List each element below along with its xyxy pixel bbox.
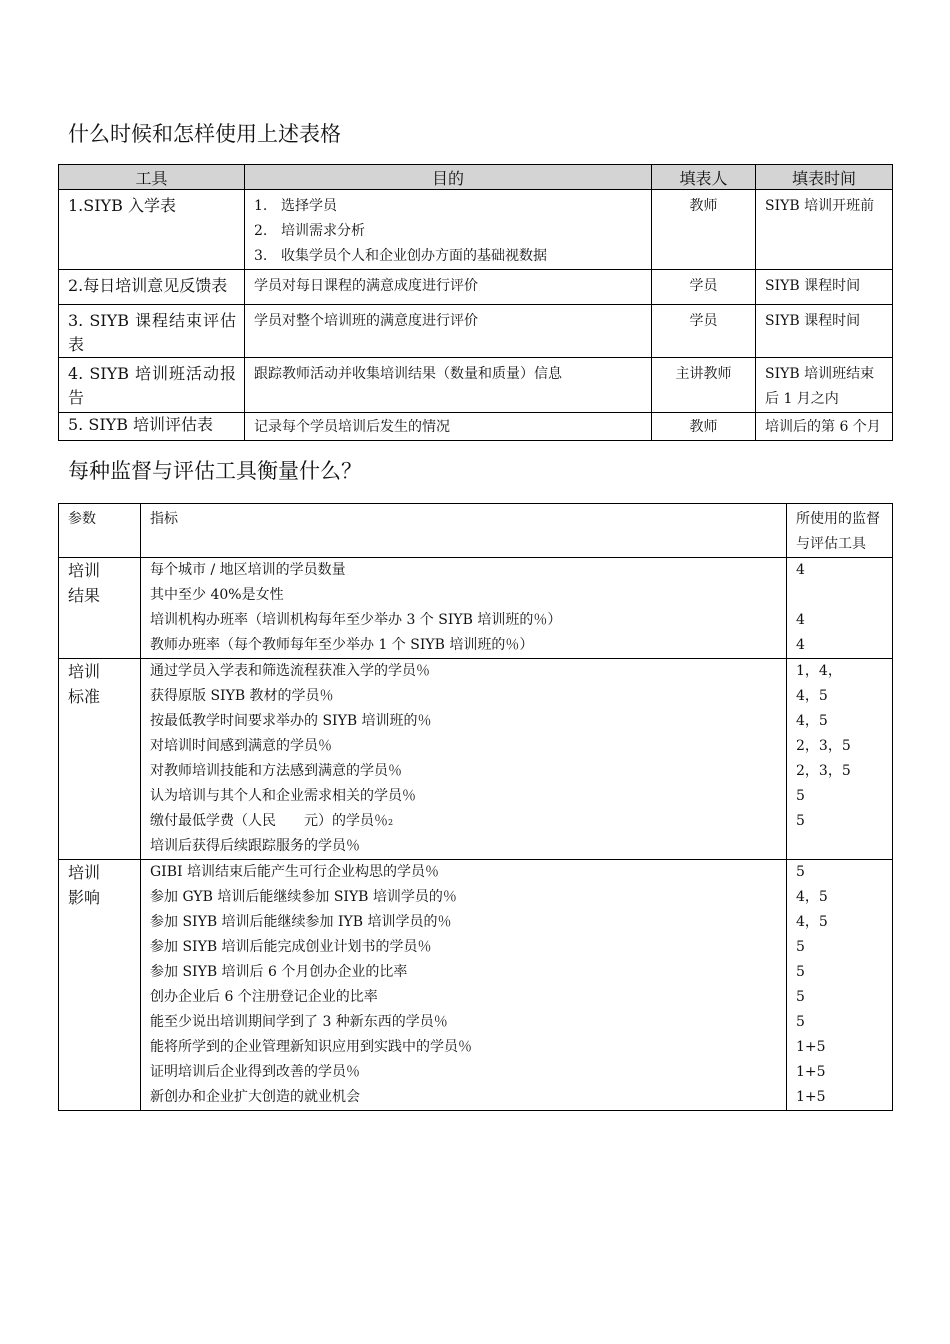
filler-cell: 主讲教师	[652, 358, 756, 413]
list-item: GIBI 培训结束后能产生可行企业构思的学员％	[150, 864, 439, 880]
purpose-list	[254, 194, 643, 269]
table-row	[59, 305, 893, 358]
table-row	[59, 558, 893, 659]
header-time: 填表时间	[756, 165, 893, 190]
section1-heading: 什么时候和怎样使用上述表格	[68, 122, 341, 146]
table-header-row	[59, 165, 893, 190]
tool-cell: 2.每日培训意见反馈表	[59, 270, 245, 305]
tool-cell: 4. SIYB 培训班活动报告	[59, 358, 245, 413]
tool-cell: 1.SIYB 入学表	[59, 190, 245, 270]
list-item: 参加 SIYB 培训后 6 个月创办企业的比率	[150, 964, 408, 980]
indicator-cell	[141, 558, 787, 659]
tools-cell: 5 4，5 4，5 5 5 5 5 1+5 1+5 1+5	[787, 860, 893, 1111]
table-row	[59, 413, 893, 441]
header-param: 参数	[59, 504, 141, 558]
time-cell: SIYB 培训班结束后 1 月之内	[756, 358, 893, 413]
forms-usage-table	[58, 164, 893, 441]
list-item: 通过学员入学表和筛选流程获准入学的学员％	[150, 663, 430, 679]
filler-cell: 学员	[652, 305, 756, 358]
list-item: 教师办班率（每个教师每年至少举办 1 个 SIYB 培训班的％）	[150, 637, 534, 653]
param-cell: 培训 结果	[59, 558, 141, 659]
table-row	[59, 659, 893, 860]
purpose-cell	[245, 190, 652, 270]
list-item: 每个城市 / 地区培训的学员数量	[150, 562, 346, 578]
list-item: 认为培训与其个人和企业需求相关的学员％	[150, 788, 416, 804]
indicator-cell	[141, 860, 787, 1111]
header-tool: 工具	[59, 165, 245, 190]
table-header-row	[59, 504, 893, 558]
param-cell: 培训 标准	[59, 659, 141, 860]
indicator-cell	[141, 659, 787, 860]
list-item: 1. 选择学员	[254, 198, 337, 214]
list-item: 培训机构办班率（培训机构每年至少举办 3 个 SIYB 培训班的％）	[150, 612, 562, 628]
list-item: 证明培训后企业得到改善的学员％	[150, 1064, 360, 1080]
filler-cell: 教师	[652, 413, 756, 441]
purpose-cell: 跟踪教师活动并收集培训结果（数量和质量）信息	[245, 358, 652, 413]
list-item: 其中至少 40%是女性	[150, 587, 284, 603]
list-item: 2. 培训需求分析	[254, 223, 365, 239]
filler-cell: 教师	[652, 190, 756, 270]
param-cell: 培训 影响	[59, 860, 141, 1111]
time-cell: SIYB 培训开班前	[756, 190, 893, 270]
list-item: 培训后获得后续跟踪服务的学员％	[150, 838, 360, 854]
list-item: 获得原版 SIYB 教材的学员％	[150, 688, 334, 704]
time-cell: SIYB 课程时间	[756, 305, 893, 358]
list-item: 参加 SIYB 培训后能完成创业计划书的学员％	[150, 939, 432, 955]
header-indicator: 指标	[141, 504, 787, 558]
list-item: 对培训时间感到满意的学员％	[150, 738, 332, 754]
table-row	[59, 358, 893, 413]
list-item: 能至少说出培训期间学到了 3 种新东西的学员％	[150, 1014, 448, 1030]
list-item: 新创办和企业扩大创造的就业机会	[150, 1089, 360, 1105]
tool-cell: 5. SIYB 培训评估表	[59, 413, 245, 441]
list-item: 对教师培训技能和方法感到满意的学员％	[150, 763, 402, 779]
purpose-cell: 学员对整个培训班的满意度进行评价	[245, 305, 652, 358]
purpose-cell: 记录每个学员培训后发生的情况	[245, 413, 652, 441]
tools-cell: 4 4 4	[787, 558, 893, 659]
header-filler: 填表人	[652, 165, 756, 190]
time-cell: 培训后的第 6 个月	[756, 413, 893, 441]
list-item: 参加 SIYB 培训后能继续参加 IYB 培训学员的％	[150, 914, 452, 930]
list-item: 缴付最低学费（人民 元）的学员％2	[150, 813, 394, 829]
indicator-table	[58, 503, 893, 1111]
time-cell: SIYB 课程时间	[756, 270, 893, 305]
list-item: 参加 GYB 培训后能继续参加 SIYB 培训学员的％	[150, 889, 457, 905]
list-item: 能将所学到的企业管理新知识应用到实践中的学员％	[150, 1039, 472, 1055]
tools-cell: 1，4， 4，5 4，5 2，3，5 2，3，5 5 5	[787, 659, 893, 860]
tool-cell: 3. SIYB 课程结束评估表	[59, 305, 245, 358]
list-item: 创办企业后 6 个注册登记企业的比率	[150, 989, 378, 1005]
section2-heading: 每种监督与评估工具衡量什么？	[68, 459, 362, 483]
table-row	[59, 270, 893, 305]
filler-cell: 学员	[652, 270, 756, 305]
header-tools: 所使用的监督 与评估工具	[787, 504, 893, 558]
table-row	[59, 190, 893, 270]
purpose-cell: 学员对每日课程的满意成度进行评价	[245, 270, 652, 305]
list-item: 3. 收集学员个人和企业创办方面的基础视数据	[254, 248, 547, 264]
table-row	[59, 860, 893, 1111]
list-item: 按最低教学时间要求举办的 SIYB 培训班的％	[150, 713, 432, 729]
header-purpose: 目的	[245, 165, 652, 190]
